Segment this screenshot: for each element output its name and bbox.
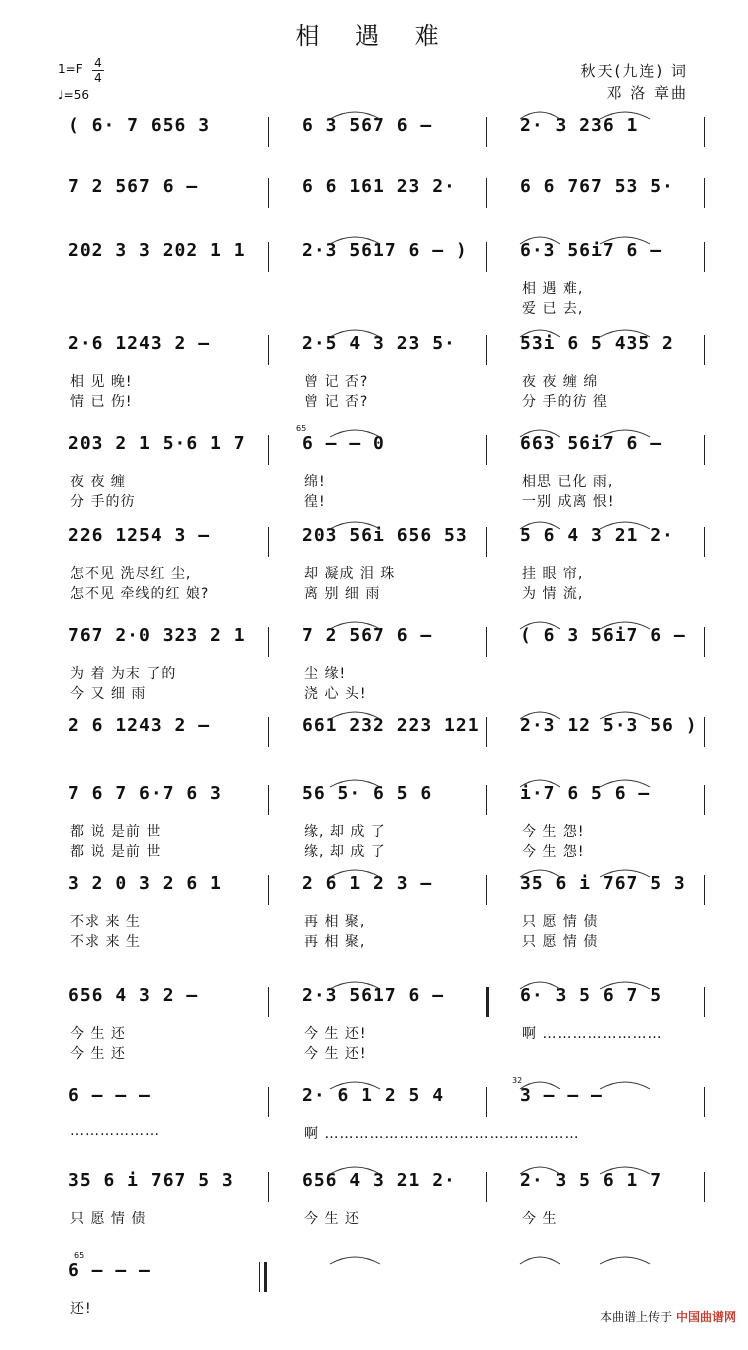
grace-note: 65 (296, 424, 307, 433)
lyric-line-2: 缘, 却 成 了 (304, 844, 386, 860)
bar-line (486, 242, 487, 272)
lyric-line-1: 都 说 是前 世 (70, 824, 162, 840)
bar-line (268, 987, 269, 1017)
lyric-line-1: 啊 …………………… (522, 1026, 663, 1042)
measure-notes: 663 56i7 6 – (520, 433, 663, 454)
measure-notes: 767 2·0 323 2 1 (68, 625, 246, 646)
measure-notes: 2·6 1243 2 – (68, 333, 211, 354)
score-row (0, 1085, 748, 1175)
lyricist-credit: 秋天(九连) 词 (580, 62, 688, 80)
lyric-line-1: 相 遇 难, (522, 281, 584, 297)
bar-line (704, 117, 705, 147)
measure-notes: ( 6· 7 656 3 (68, 115, 211, 136)
lyric-line-2: 一别 成离 恨! (522, 494, 615, 510)
lyric-line-2: 情 已 伤! (70, 394, 133, 410)
lyric-line-1: 夜 夜 缠 绵 (522, 374, 599, 390)
lyric-line-1: 不求 来 生 (70, 914, 141, 930)
lyric-line-2: 徨! (304, 494, 326, 510)
lyric-line-2: 都 说 是前 世 (70, 844, 162, 860)
bar-line (268, 627, 269, 657)
bar-line (486, 117, 487, 147)
lyric-line-1: 啊 …………………………………………… (304, 1126, 580, 1142)
score-row (0, 985, 748, 1075)
measure-notes: 656 4 3 21 2· (302, 1170, 456, 1191)
bar-line (486, 1087, 487, 1117)
measure-notes: 656 4 3 2 – (68, 985, 199, 1006)
score-row (0, 1170, 748, 1260)
measure-notes: 2·3 5617 6 – ) (302, 240, 468, 261)
measure-notes: 5 6 4 3 21 2· (520, 525, 674, 546)
lyric-line-1: 挂 眼 帘, (522, 566, 584, 582)
bar-line (268, 117, 269, 147)
lyric-line-1: 曾 记 否? (304, 374, 369, 390)
measure-notes: 2 6 1243 2 – (68, 715, 211, 736)
lyric-line-2: 离 别 细 雨 (304, 586, 381, 602)
bar-line (704, 178, 705, 208)
repeat-bar-line (486, 987, 489, 1017)
measure-notes: 6 – – – (68, 1260, 151, 1281)
lyric-line-1: 相思 已化 雨, (522, 474, 614, 490)
measure-notes: 3 – – – (520, 1085, 603, 1106)
bar-line (486, 178, 487, 208)
bar-line (704, 875, 705, 905)
bar-line (268, 527, 269, 557)
lyric-line-2: 今 生 还 (70, 1046, 126, 1062)
measure-notes: 2· 3 5 6 1 7 (520, 1170, 663, 1191)
lyric-line-1: 今 生 怨! (522, 824, 585, 840)
site-logo: 中国曲谱网 (675, 1310, 736, 1324)
bar-line (486, 435, 487, 465)
footer-text: 本曲谱上传于 (600, 1310, 673, 1324)
measure-notes: 2· 6 1 2 5 4 (302, 1085, 445, 1106)
measure-notes: 6 3 567 6 – (302, 115, 433, 136)
bar-line (268, 1087, 269, 1117)
bar-line (486, 1172, 487, 1202)
measure-notes: 7 2 567 6 – (68, 176, 199, 197)
measure-notes: 226 1254 3 – (68, 525, 211, 546)
bar-line (704, 1172, 705, 1202)
lyric-line-1: 夜 夜 缠 (70, 474, 126, 490)
measure-notes: 56 5· 6 5 6 (302, 783, 433, 804)
bar-line (486, 875, 487, 905)
time-signature-top: 4 (94, 56, 102, 70)
measure-notes: 2 6 1 2 3 – (302, 873, 433, 894)
lyric-line-2: 今 生 怨! (522, 844, 585, 860)
lyric-line-1: 只 愿 情 债 (522, 914, 599, 930)
bar-line (704, 1087, 705, 1117)
lyric-line-1: 今 生 还! (304, 1026, 367, 1042)
lyric-line-1: 只 愿 情 债 (70, 1211, 147, 1227)
bar-line (268, 178, 269, 208)
lyric-line-2: 分 手的彷 徨 (522, 394, 608, 410)
lyric-line-2: 怎不见 牵线的红 娘? (70, 586, 210, 602)
key-signature: 1=F (58, 62, 83, 76)
score-row (0, 433, 748, 523)
score-row (0, 873, 748, 963)
bar-line (486, 627, 487, 657)
grace-note: 32 (512, 1076, 523, 1085)
measure-notes: 6 – – – (68, 1085, 151, 1106)
measure-notes: 2· 3 236 1 (520, 115, 639, 136)
lyric-line-2: 今 又 细 雨 (70, 686, 147, 702)
measure-notes: 202 3 3 202 1 1 (68, 240, 246, 261)
lyric-line-2: 分 手的彷 (70, 494, 136, 510)
measure-notes: 2·5 4 3 23 5· (302, 333, 456, 354)
measure-notes: 35 6 i 767 5 3 (68, 1170, 234, 1191)
lyric-line-1: 绵! (304, 474, 326, 490)
lyric-line-1: 再 相 聚, (304, 914, 366, 930)
measure-notes: 2·3 12 5·3 56 ) (520, 715, 698, 736)
bar-line (704, 435, 705, 465)
final-bar-line (264, 1262, 267, 1292)
lyric-line-1: 为 着 为末 了的 (70, 666, 177, 682)
bar-line (259, 1262, 260, 1292)
bar-line (268, 785, 269, 815)
measure-notes: 203 2 1 5·6 1 7 (68, 433, 246, 454)
tempo-marking: ♩=56 (58, 88, 89, 102)
lyric-line-1: 相 见 晚! (70, 374, 133, 390)
time-signature (92, 56, 104, 85)
lyric-line-2: 不求 来 生 (70, 934, 141, 950)
bar-line (268, 242, 269, 272)
measure-notes: 6·3 56i7 6 – (520, 240, 663, 261)
bar-line (268, 1172, 269, 1202)
measure-notes: 203 56i 656 53 (302, 525, 468, 546)
measure-notes: 6 6 767 53 5· (520, 176, 674, 197)
bar-line (486, 527, 487, 557)
measure-notes: 53i 6 5 435 2 (520, 333, 674, 354)
lyric-line-2: 爱 已 去, (522, 301, 584, 317)
score-row (0, 783, 748, 873)
lyric-line-1: ……………… (70, 1123, 160, 1139)
lyric-line-1: 缘, 却 成 了 (304, 824, 386, 840)
bar-line (486, 335, 487, 365)
bar-line (704, 527, 705, 557)
lyric-line-1: 今 生 (522, 1211, 558, 1227)
bar-line (704, 627, 705, 657)
lyric-line-1: 还! (70, 1301, 92, 1317)
bar-line (268, 717, 269, 747)
bar-line (486, 785, 487, 815)
bar-line (486, 717, 487, 747)
bar-line (268, 335, 269, 365)
lyric-line-1: 尘 缘! (304, 666, 347, 682)
measure-notes: 3 2 0 3 2 6 1 (68, 873, 222, 894)
measure-notes: i·7 6 5 6 – (520, 783, 651, 804)
lyric-line-1: 今 生 还 (304, 1211, 360, 1227)
measure-notes: 35 6 i 767 5 3 (520, 873, 686, 894)
lyric-line-2: 只 愿 情 债 (522, 934, 599, 950)
bar-line (704, 987, 705, 1017)
lyric-line-2: 浇 心 头! (304, 686, 367, 702)
song-title: 相 遇 难 (295, 22, 453, 50)
measure-notes: 661 232 223 121 (302, 715, 480, 736)
lyric-line-2: 曾 记 否? (304, 394, 369, 410)
lyric-line-2: 今 生 还! (304, 1046, 367, 1062)
measure-notes: 7 2 567 6 – (302, 625, 433, 646)
score-row (0, 240, 748, 330)
composer-credit: 邓 洛 章曲 (606, 84, 688, 102)
lyric-line-1: 却 凝成 泪 珠 (304, 566, 396, 582)
time-signature-bottom: 4 (92, 70, 104, 85)
bar-line (268, 875, 269, 905)
measure-notes: 7 6 7 6·7 6 3 (68, 783, 222, 804)
bar-line (704, 335, 705, 365)
bar-line (704, 717, 705, 747)
measure-notes: 2·3 5617 6 – (302, 985, 445, 1006)
grace-note: 65 (74, 1251, 85, 1260)
lyric-line-1: 怎不见 洗尽红 尘, (70, 566, 192, 582)
score-row (0, 525, 748, 615)
lyric-line-2: 再 相 聚, (304, 934, 366, 950)
lyric-line-2: 为 情 流, (522, 586, 584, 602)
footer-credit (600, 1308, 736, 1325)
measure-notes: ( 6 3 56i7 6 – (520, 625, 686, 646)
measure-notes: 6· 3 5 6 7 5 (520, 985, 663, 1006)
measure-notes: 6 – – 0 (302, 433, 385, 454)
bar-line (268, 435, 269, 465)
score-row (0, 333, 748, 423)
lyric-line-1: 今 生 还 (70, 1026, 126, 1042)
measure-notes: 6 6 161 23 2· (302, 176, 456, 197)
bar-line (704, 242, 705, 272)
bar-line (704, 785, 705, 815)
score-row (0, 625, 748, 715)
score-row (0, 1260, 748, 1350)
